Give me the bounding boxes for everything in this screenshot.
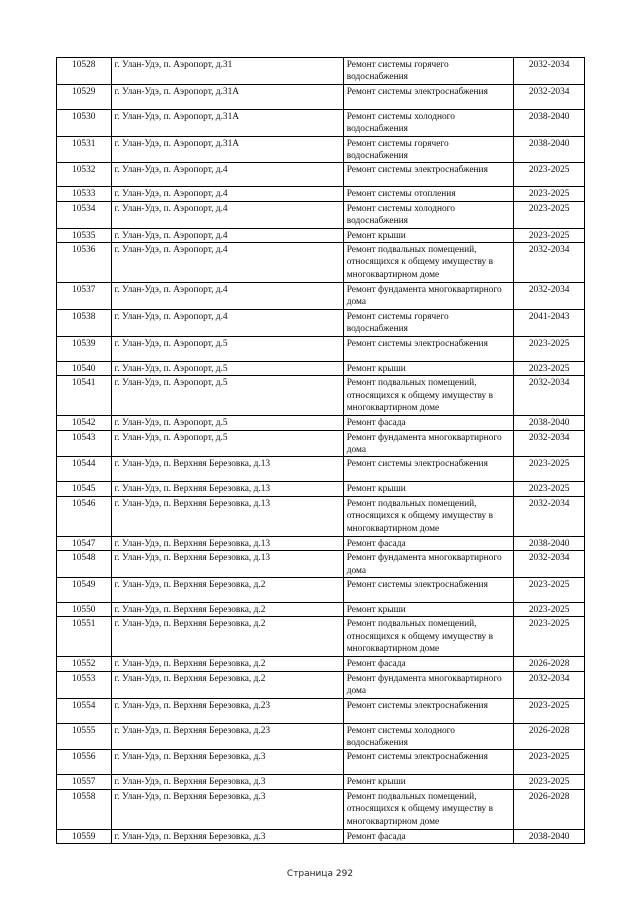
row-work-type: Ремонт фундамента многоквартирного дома	[343, 671, 514, 698]
row-address: г. Улан-Удэ, п. Верхняя Березовка, д.2	[111, 671, 343, 698]
table-row	[57, 430, 585, 457]
row-period: 2032-2034	[514, 496, 585, 536]
row-number: 10543	[57, 430, 112, 457]
row-period: 2038-2040	[514, 536, 585, 550]
row-work-type: Ремонт подвальных помещений, относящихся к общему имуществу в многоквартирном доме	[343, 617, 514, 657]
table-row	[57, 361, 585, 375]
table-row	[57, 163, 585, 187]
table-row	[57, 657, 585, 671]
row-number: 10555	[57, 723, 112, 750]
row-work-type: Ремонт системы электроснабжения	[343, 84, 514, 109]
row-period: 2041-2043	[514, 309, 585, 336]
row-address: г. Улан-Удэ, п. Верхняя Березовка, д.3	[111, 750, 343, 775]
row-period: 2023-2025	[514, 602, 585, 616]
row-address: г. Улан-Удэ, п. Аэропорт, д.31А	[111, 109, 343, 136]
table-row	[57, 496, 585, 536]
row-period: 2026-2028	[514, 657, 585, 671]
table-row	[57, 187, 585, 201]
row-work-type: Ремонт системы горячего водоснабжения	[343, 136, 514, 163]
row-period: 2032-2034	[514, 58, 585, 85]
row-work-type: Ремонт системы электроснабжения	[343, 163, 514, 187]
row-work-type: Ремонт системы холодного водоснабжения	[343, 109, 514, 136]
row-number: 10548	[57, 551, 112, 578]
row-address: г. Улан-Удэ, п. Аэропорт, д.4	[111, 243, 343, 283]
row-work-type: Ремонт фундамента многоквартирного дома	[343, 430, 514, 457]
row-period: 2032-2034	[514, 376, 585, 416]
row-period: 2023-2025	[514, 617, 585, 657]
row-number: 10529	[57, 84, 112, 109]
row-period: 2038-2040	[514, 136, 585, 163]
row-work-type: Ремонт системы электроснабжения	[343, 457, 514, 482]
row-period: 2032-2034	[514, 283, 585, 310]
row-work-type: Ремонт крыши	[343, 482, 514, 496]
table-row	[57, 228, 585, 242]
table-row	[57, 698, 585, 723]
row-address: г. Улан-Удэ, п. Аэропорт, д.5	[111, 361, 343, 375]
table-row	[57, 336, 585, 361]
table-row	[57, 789, 585, 829]
row-number: 10547	[57, 536, 112, 550]
row-address: г. Улан-Удэ, п. Аэропорт, д.5	[111, 416, 343, 430]
row-work-type: Ремонт системы отопления	[343, 187, 514, 201]
row-number: 10540	[57, 361, 112, 375]
row-period: 2023-2025	[514, 457, 585, 482]
row-work-type: Ремонт подвальных помещений, относящихся к общему имуществу в многоквартирном доме	[343, 376, 514, 416]
table-row	[57, 136, 585, 163]
row-period: 2032-2034	[514, 243, 585, 283]
row-work-type: Ремонт фундамента многоквартирного дома	[343, 551, 514, 578]
row-number: 10532	[57, 163, 112, 187]
row-work-type: Ремонт подвальных помещений, относящихся к общему имуществу в многоквартирном доме	[343, 496, 514, 536]
table-row	[57, 376, 585, 416]
row-period: 2032-2034	[514, 430, 585, 457]
row-work-type: Ремонт системы электроснабжения	[343, 750, 514, 775]
row-number: 10534	[57, 201, 112, 228]
row-work-type: Ремонт подвальных помещений, относящихся к общему имуществу в многоквартирном доме	[343, 243, 514, 283]
row-work-type: Ремонт фасада	[343, 536, 514, 550]
row-period: 2023-2025	[514, 187, 585, 201]
table-row	[57, 775, 585, 789]
row-address: г. Улан-Удэ, п. Верхняя Березовка, д.23	[111, 698, 343, 723]
row-address: г. Улан-Удэ, п. Верхняя Березовка, д.2	[111, 602, 343, 616]
table-row	[57, 671, 585, 698]
table-row	[57, 617, 585, 657]
row-number: 10551	[57, 617, 112, 657]
row-number: 10549	[57, 577, 112, 602]
table-row	[57, 750, 585, 775]
row-number: 10545	[57, 482, 112, 496]
row-number: 10546	[57, 496, 112, 536]
row-work-type: Ремонт системы холодного водоснабжения	[343, 201, 514, 228]
row-number: 10539	[57, 336, 112, 361]
row-number: 10557	[57, 775, 112, 789]
row-period: 2038-2040	[514, 829, 585, 843]
row-address: г. Улан-Удэ, п. Аэропорт, д.5	[111, 336, 343, 361]
row-address: г. Улан-Удэ, п. Верхняя Березовка, д.2	[111, 617, 343, 657]
row-period: 2023-2025	[514, 201, 585, 228]
row-work-type: Ремонт фасада	[343, 657, 514, 671]
row-work-type: Ремонт фасада	[343, 416, 514, 430]
row-address: г. Улан-Удэ, п. Аэропорт, д.5	[111, 376, 343, 416]
row-number: 10541	[57, 376, 112, 416]
row-address: г. Улан-Удэ, п. Аэропорт, д.4	[111, 283, 343, 310]
table-body	[57, 58, 585, 844]
row-number: 10528	[57, 58, 112, 85]
row-address: г. Улан-Удэ, п. Аэропорт, д.4	[111, 163, 343, 187]
row-address: г. Улан-Удэ, п. Верхняя Березовка, д.13	[111, 551, 343, 578]
row-work-type: Ремонт системы горячего водоснабжения	[343, 309, 514, 336]
row-work-type: Ремонт системы электроснабжения	[343, 336, 514, 361]
row-number: 10536	[57, 243, 112, 283]
row-work-type: Ремонт фундамента многоквартирного дома	[343, 283, 514, 310]
row-address: г. Улан-Удэ, п. Аэропорт, д.4	[111, 201, 343, 228]
row-work-type: Ремонт крыши	[343, 228, 514, 242]
table-row	[57, 723, 585, 750]
row-address: г. Улан-Удэ, п. Верхняя Березовка, д.3	[111, 829, 343, 843]
row-work-type: Ремонт системы горячего водоснабжения	[343, 58, 514, 85]
row-address: г. Улан-Удэ, п. Верхняя Березовка, д.23	[111, 723, 343, 750]
table-row	[57, 58, 585, 85]
table-row	[57, 829, 585, 843]
row-period: 2026-2028	[514, 789, 585, 829]
row-address: г. Улан-Удэ, п. Верхняя Березовка, д.13	[111, 536, 343, 550]
row-period: 2038-2040	[514, 416, 585, 430]
row-number: 10550	[57, 602, 112, 616]
row-address: г. Улан-Удэ, п. Верхняя Березовка, д.13	[111, 496, 343, 536]
row-work-type: Ремонт фасада	[343, 829, 514, 843]
table-row	[57, 482, 585, 496]
row-address: г. Улан-Удэ, п. Верхняя Березовка, д.3	[111, 775, 343, 789]
table-row	[57, 201, 585, 228]
row-period: 2023-2025	[514, 775, 585, 789]
table-row	[57, 551, 585, 578]
row-number: 10556	[57, 750, 112, 775]
row-period: 2023-2025	[514, 577, 585, 602]
row-work-type: Ремонт системы электроснабжения	[343, 698, 514, 723]
table-row	[57, 283, 585, 310]
row-period: 2032-2034	[514, 84, 585, 109]
row-number: 10544	[57, 457, 112, 482]
row-period: 2023-2025	[514, 750, 585, 775]
repair-schedule-table	[56, 57, 585, 844]
row-address: г. Улан-Удэ, п. Аэропорт, д.4	[111, 187, 343, 201]
row-address: г. Улан-Удэ, п. Аэропорт, д.5	[111, 430, 343, 457]
row-number: 10538	[57, 309, 112, 336]
row-number: 10558	[57, 789, 112, 829]
table-row	[57, 416, 585, 430]
row-work-type: Ремонт системы электроснабжения	[343, 577, 514, 602]
row-address: г. Улан-Удэ, п. Верхняя Березовка, д.2	[111, 657, 343, 671]
table-row	[57, 84, 585, 109]
row-address: г. Улан-Удэ, п. Верхняя Березовка, д.2	[111, 577, 343, 602]
row-period: 2023-2025	[514, 482, 585, 496]
row-number: 10554	[57, 698, 112, 723]
row-number: 10535	[57, 228, 112, 242]
row-period: 2026-2028	[514, 723, 585, 750]
row-work-type: Ремонт крыши	[343, 775, 514, 789]
page-number: Страница 292	[286, 869, 354, 879]
row-work-type: Ремонт системы холодного водоснабжения	[343, 723, 514, 750]
row-number: 10537	[57, 283, 112, 310]
row-address: г. Улан-Удэ, п. Аэропорт, д.31А	[111, 136, 343, 163]
row-address: г. Улан-Удэ, п. Аэропорт, д.4	[111, 228, 343, 242]
row-period: 2032-2034	[514, 551, 585, 578]
row-number: 10552	[57, 657, 112, 671]
row-address: г. Улан-Удэ, п. Верхняя Березовка, д.13	[111, 457, 343, 482]
table-row	[57, 243, 585, 283]
row-address: г. Улан-Удэ, п. Верхняя Березовка, д.13	[111, 482, 343, 496]
row-number: 10530	[57, 109, 112, 136]
row-period: 2023-2025	[514, 698, 585, 723]
table-row	[57, 309, 585, 336]
table-row	[57, 457, 585, 482]
row-work-type: Ремонт подвальных помещений, относящихся к общему имуществу в многоквартирном доме	[343, 789, 514, 829]
row-period: 2023-2025	[514, 336, 585, 361]
row-period: 2023-2025	[514, 361, 585, 375]
row-period: 2038-2040	[514, 109, 585, 136]
table-row	[57, 577, 585, 602]
row-period: 2023-2025	[514, 228, 585, 242]
row-address: г. Улан-Удэ, п. Аэропорт, д.4	[111, 309, 343, 336]
row-number: 10553	[57, 671, 112, 698]
row-address: г. Улан-Удэ, п. Верхняя Березовка, д.3	[111, 789, 343, 829]
row-number: 10542	[57, 416, 112, 430]
table-row	[57, 602, 585, 616]
table-row	[57, 536, 585, 550]
row-address: г. Улан-Удэ, п. Аэропорт, д.31А	[111, 84, 343, 109]
row-work-type: Ремонт крыши	[343, 602, 514, 616]
row-number: 10559	[57, 829, 112, 843]
table-row	[57, 109, 585, 136]
row-period: 2023-2025	[514, 163, 585, 187]
row-number: 10533	[57, 187, 112, 201]
row-period: 2032-2034	[514, 671, 585, 698]
row-number: 10531	[57, 136, 112, 163]
row-work-type: Ремонт крыши	[343, 361, 514, 375]
row-address: г. Улан-Удэ, п. Аэропорт, д.31	[111, 58, 343, 85]
